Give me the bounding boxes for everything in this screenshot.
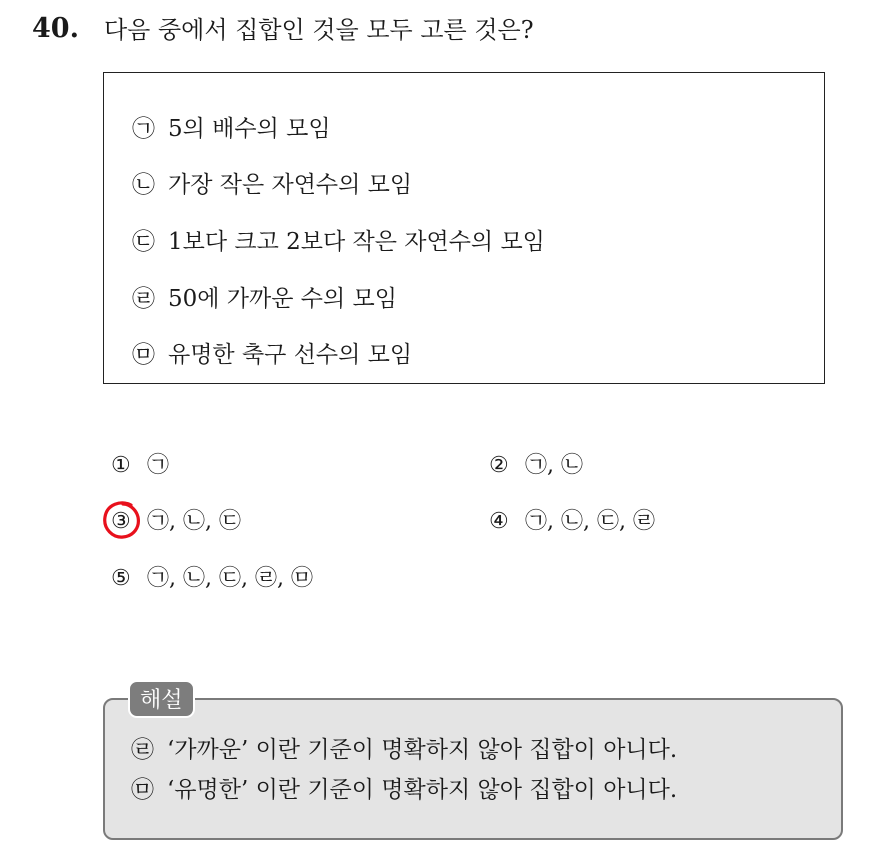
choice-text: ㉠, ㉡, ㉢, ㉣, ㉤	[147, 566, 313, 591]
explanation-text: ‘유명한’ 이란 기준이 명확하지 않아 집합이 아니다.	[167, 777, 678, 803]
condition-text: 가장 작은 자연수의 모임	[168, 172, 413, 198]
choice-text: ㉠	[147, 453, 170, 478]
condition-item	[132, 283, 397, 315]
choice-5[interactable]	[111, 564, 313, 594]
condition-text: 50에 가까운 수의 모임	[168, 286, 397, 312]
condition-text: 1보다 크고 2보다 작은 자연수의 모임	[168, 229, 545, 255]
condition-item	[132, 226, 545, 258]
explanation-box	[103, 698, 843, 840]
explanation-mark: ㉤	[131, 777, 154, 803]
choice-3[interactable]	[111, 507, 241, 537]
choice-number: ②	[489, 453, 509, 478]
condition-mark: ㉠	[132, 116, 155, 142]
condition-mark: ㉡	[132, 172, 155, 198]
condition-item	[132, 339, 412, 371]
condition-text: 유명한 축구 선수의 모임	[168, 342, 413, 368]
explanation-label: 해설	[128, 680, 195, 718]
choice-number: ④	[489, 509, 509, 534]
choice-number: ①	[111, 453, 131, 478]
choice-2[interactable]	[489, 451, 583, 481]
question-number: 40.	[32, 13, 79, 44]
condition-item	[132, 113, 331, 145]
condition-box	[103, 72, 825, 384]
condition-text: 5의 배수의 모임	[168, 116, 331, 142]
choice-1[interactable]	[111, 451, 169, 481]
question-text: 다음 중에서 집합인 것을 모두 고른 것은?	[104, 16, 534, 44]
condition-mark: ㉤	[132, 342, 155, 368]
choice-number: ③	[111, 509, 131, 534]
condition-mark: ㉢	[132, 229, 155, 255]
choice-4[interactable]	[489, 507, 655, 537]
choice-number: ⑤	[111, 566, 131, 591]
choice-text: ㉠, ㉡, ㉢, ㉣	[525, 509, 655, 534]
condition-mark: ㉣	[132, 286, 155, 312]
explanation-line	[131, 734, 677, 766]
explanation-mark: ㉣	[131, 737, 154, 763]
explanation-text: ‘가까운’ 이란 기준이 명확하지 않아 집합이 아니다.	[167, 737, 678, 763]
choice-text: ㉠, ㉡	[525, 453, 583, 478]
explanation-line	[131, 774, 677, 806]
condition-item	[132, 169, 412, 201]
choice-text: ㉠, ㉡, ㉢	[147, 509, 241, 534]
